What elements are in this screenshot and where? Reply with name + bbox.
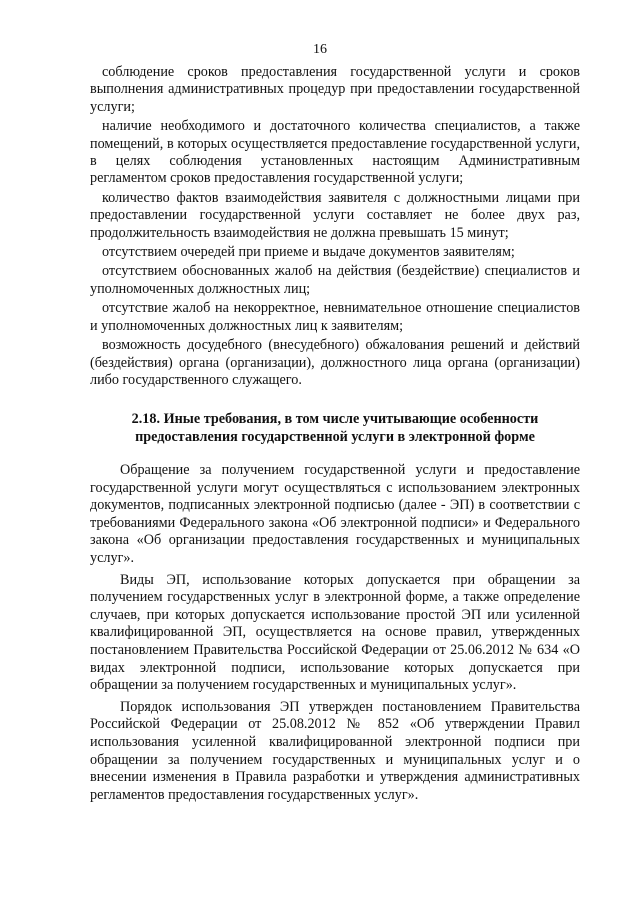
list-item: отсутствием очередей при приеме и выдаче документов заявителям; [102,244,515,261]
list-item: соблюдение сроков предоставления государственной услуги и сроков выполнения административных процедур при предоставлении государственной услуги; [90,64,580,115]
list-item: наличие необходимого и достаточного количества специалистов, а также помещений, в которых осуществляется предоставление государственной услуги, в целях соблюдения установленных настоящим Административным регламентом сроков предоставления государственной услуги; [90,118,580,187]
section-heading-line: 2.18. Иные требования, в том числе учитывающие особенности [131,411,539,427]
paragraph: Порядок использования ЭП утвержден постановлением Правительства Российской Федерации от 25.08.2012 № 852 «Об утверждении Правил использования усиленной квалифицированной электронной подписи при обращении за получением государственных и муниципальных услуг и о внесении изменения в Правила разработки и утверждения административных регламентов предоставления государственных услуг». [90,698,580,803]
paragraph: Виды ЭП, использование которых допускается при обращении за получением государственных услуг в электронной форме, а также определение случаев, при которых допускается использование простой ЭП или усиленной квалифицированной ЭП, осуществляется на основе правил, утвержденных постановлением Правительства Российской Федерации от 25.06.2012 № 634 «О видах электронной подписи, использование которых допускается при обращении за получением государственных и муниципальных услуг». [90,571,580,694]
list-item: отсутствие жалоб на некорректное, невнимательное отношение специалистов и уполномоченных должностных лиц к заявителям; [90,300,580,334]
section-body [90,462,580,808]
list-item: возможность досудебного (внесудебного) обжалования решений и действий (бездействия) органа (организации), должностного лица органа (организации) либо государственного служащего. [90,337,580,388]
section-heading-line: предоставления государственной услуги в электронной форме [135,429,535,445]
list-item: отсутствием обоснованных жалоб на действия (бездействие) специалистов и уполномоченных должностных лиц; [90,263,580,297]
section-heading [90,410,580,446]
page-number: 16 [313,42,327,57]
list-item: количество фактов взаимодействия заявителя с должностными лицами при предоставлении государственной услуги составляет не более двух раз, продолжительность взаимодействия не должна превышать 15 минут; [90,189,580,241]
criteria-list [90,64,580,391]
paragraph: Обращение за получением государственной услуги и предоставление государственной услуги могут осуществляться с использованием электронных документов, подписанных электронной подписью (далее - ЭП) в соответствии с требованиями Федерального закона «Об электронной подписи» и Федерального закона «Об организации предоставления государственных и муниципальных услуг». [90,462,580,566]
